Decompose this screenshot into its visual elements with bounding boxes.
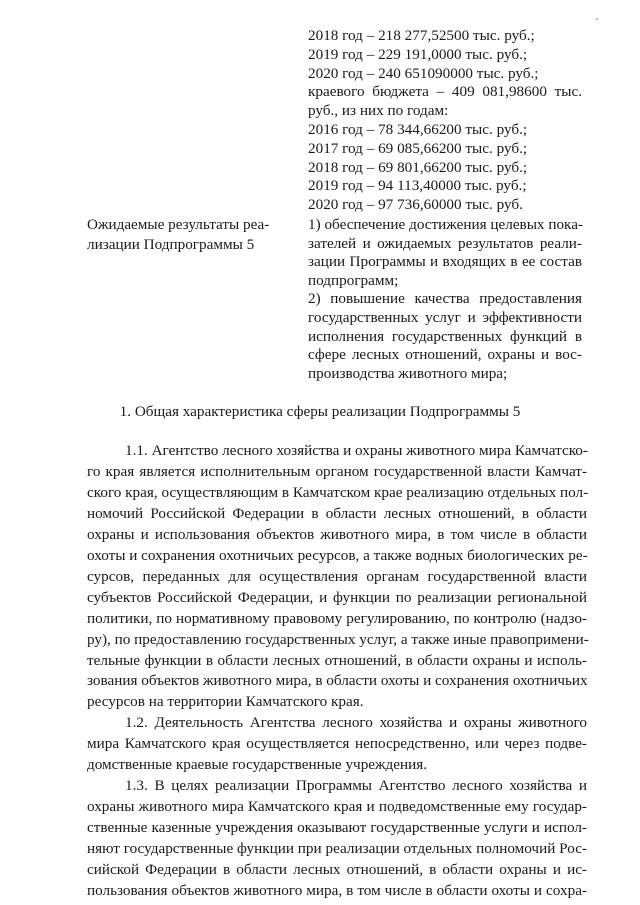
body-line: няют государственные функции при реализации отдельных полномочий Рос- [87, 840, 587, 857]
section-heading: 1. Общая характеристика сферы реализации Подпрограммы 5 [119, 403, 521, 420]
funding-federal-2019: 2019 год – 229 191,0000 тыс. руб.; [308, 46, 528, 63]
funding-federal-2020: 2020 год – 240 651090000 тыс. руб.; [308, 65, 539, 82]
body-line: ского края, осуществляющим в Камчатском крае реализацию отдельных пол- [87, 484, 589, 501]
results-value-line: зателей и ожидаемых результатов реали- [308, 235, 582, 252]
body-line: 1.1. Агентство лесного хозяйства и охраны животного мира Камчатско- [125, 442, 588, 459]
body-line: охраны и использования объектов животного мира, в том числе в области [87, 526, 587, 543]
body-line: сурсов, переданных для осуществления органам государственной власти [87, 568, 587, 585]
funding-regional-intro-cont: руб., из них по годам: [308, 102, 449, 119]
scan-speck [596, 18, 598, 20]
body-line: политики, по нормативному правовому регулированию, по контролю (надзо- [87, 610, 587, 627]
results-value-line: производства животного мира; [308, 365, 508, 382]
body-line: охраны животного мира Камчатского края и подведомственные ему государ- [87, 798, 587, 815]
body-line: 1.2. Деятельность Агентства лесного хозяйства и охраны животного [125, 714, 587, 731]
body-line: субъектов Российской Федерации, и функции по реализации региональной [87, 589, 587, 606]
results-value-line: 1) обеспечение достижения целевых пока- [308, 216, 583, 233]
body-line: мира Камчатского края осуществляется непосредственно, или через подве- [87, 735, 587, 752]
body-line: тельные функции в области лесных отношений, в области охраны и исполь- [87, 652, 587, 669]
results-value-line: сфере лесных отношений, охраны и вос- [308, 346, 582, 363]
results-value-line: зации Программы и входящих в ее состав [308, 253, 582, 270]
body-line: ственные казенные учреждения оказывают государственные услуги и испол- [87, 819, 587, 836]
results-value-line: 2) повышение качества предоставления [308, 290, 582, 307]
body-line: ру), по предоставлению государственных услуг, а также иные правопримени- [87, 631, 589, 648]
body-line: зования объектов животного мира, в области охоты и сохранения охотничьих [87, 672, 588, 689]
funding-regional-2018: 2018 год – 69 801,66200 тыс. руб.; [308, 159, 528, 176]
results-label-line: Ожидаемые результаты реа- [87, 216, 270, 233]
funding-regional-2016: 2016 год – 78 344,66200 тыс. руб.; [308, 121, 528, 138]
funding-regional-intro: краевого бюджета – 409 081,98600 тыс. [308, 83, 582, 100]
body-line: ресурсов на территории Камчатского края. [87, 693, 364, 710]
body-line: го края является исполнительным органом государственной власти Камчат- [87, 463, 587, 480]
body-line: охоты и сохранения охотничьих ресурсов, а также водных биологических ре- [87, 547, 588, 564]
results-value-line: государственных услуг и эффективности [308, 309, 582, 326]
funding-regional-2020: 2020 год – 97 736,60000 тыс. руб. [308, 196, 523, 213]
results-value-line: подпрограмм; [308, 272, 399, 289]
body-line: пользования объектов животного мира, в том числе в области охоты и сохра- [87, 882, 587, 899]
body-line: 1.3. В целях реализации Программы Агентство лесного хозяйства и [125, 777, 587, 794]
body-line: домственные краевые государственные учреждения. [87, 756, 428, 773]
funding-regional-2017: 2017 год – 69 085,66200 тыс. руб.; [308, 140, 528, 157]
body-line: сийской Федерации в области лесных отношений, в области охраны и ис- [87, 861, 587, 878]
results-value-line: исполнения государственных функций в [308, 328, 582, 345]
funding-regional-2019: 2019 год – 94 113,40000 тыс. руб.; [308, 177, 527, 194]
results-label-line: лизации Подпрограммы 5 [87, 236, 255, 253]
funding-federal-2018: 2018 год – 218 277,52500 тыс. руб.; [308, 27, 535, 44]
body-line: номочий Российской Федерации в области лесных отношений, в области [87, 505, 587, 522]
